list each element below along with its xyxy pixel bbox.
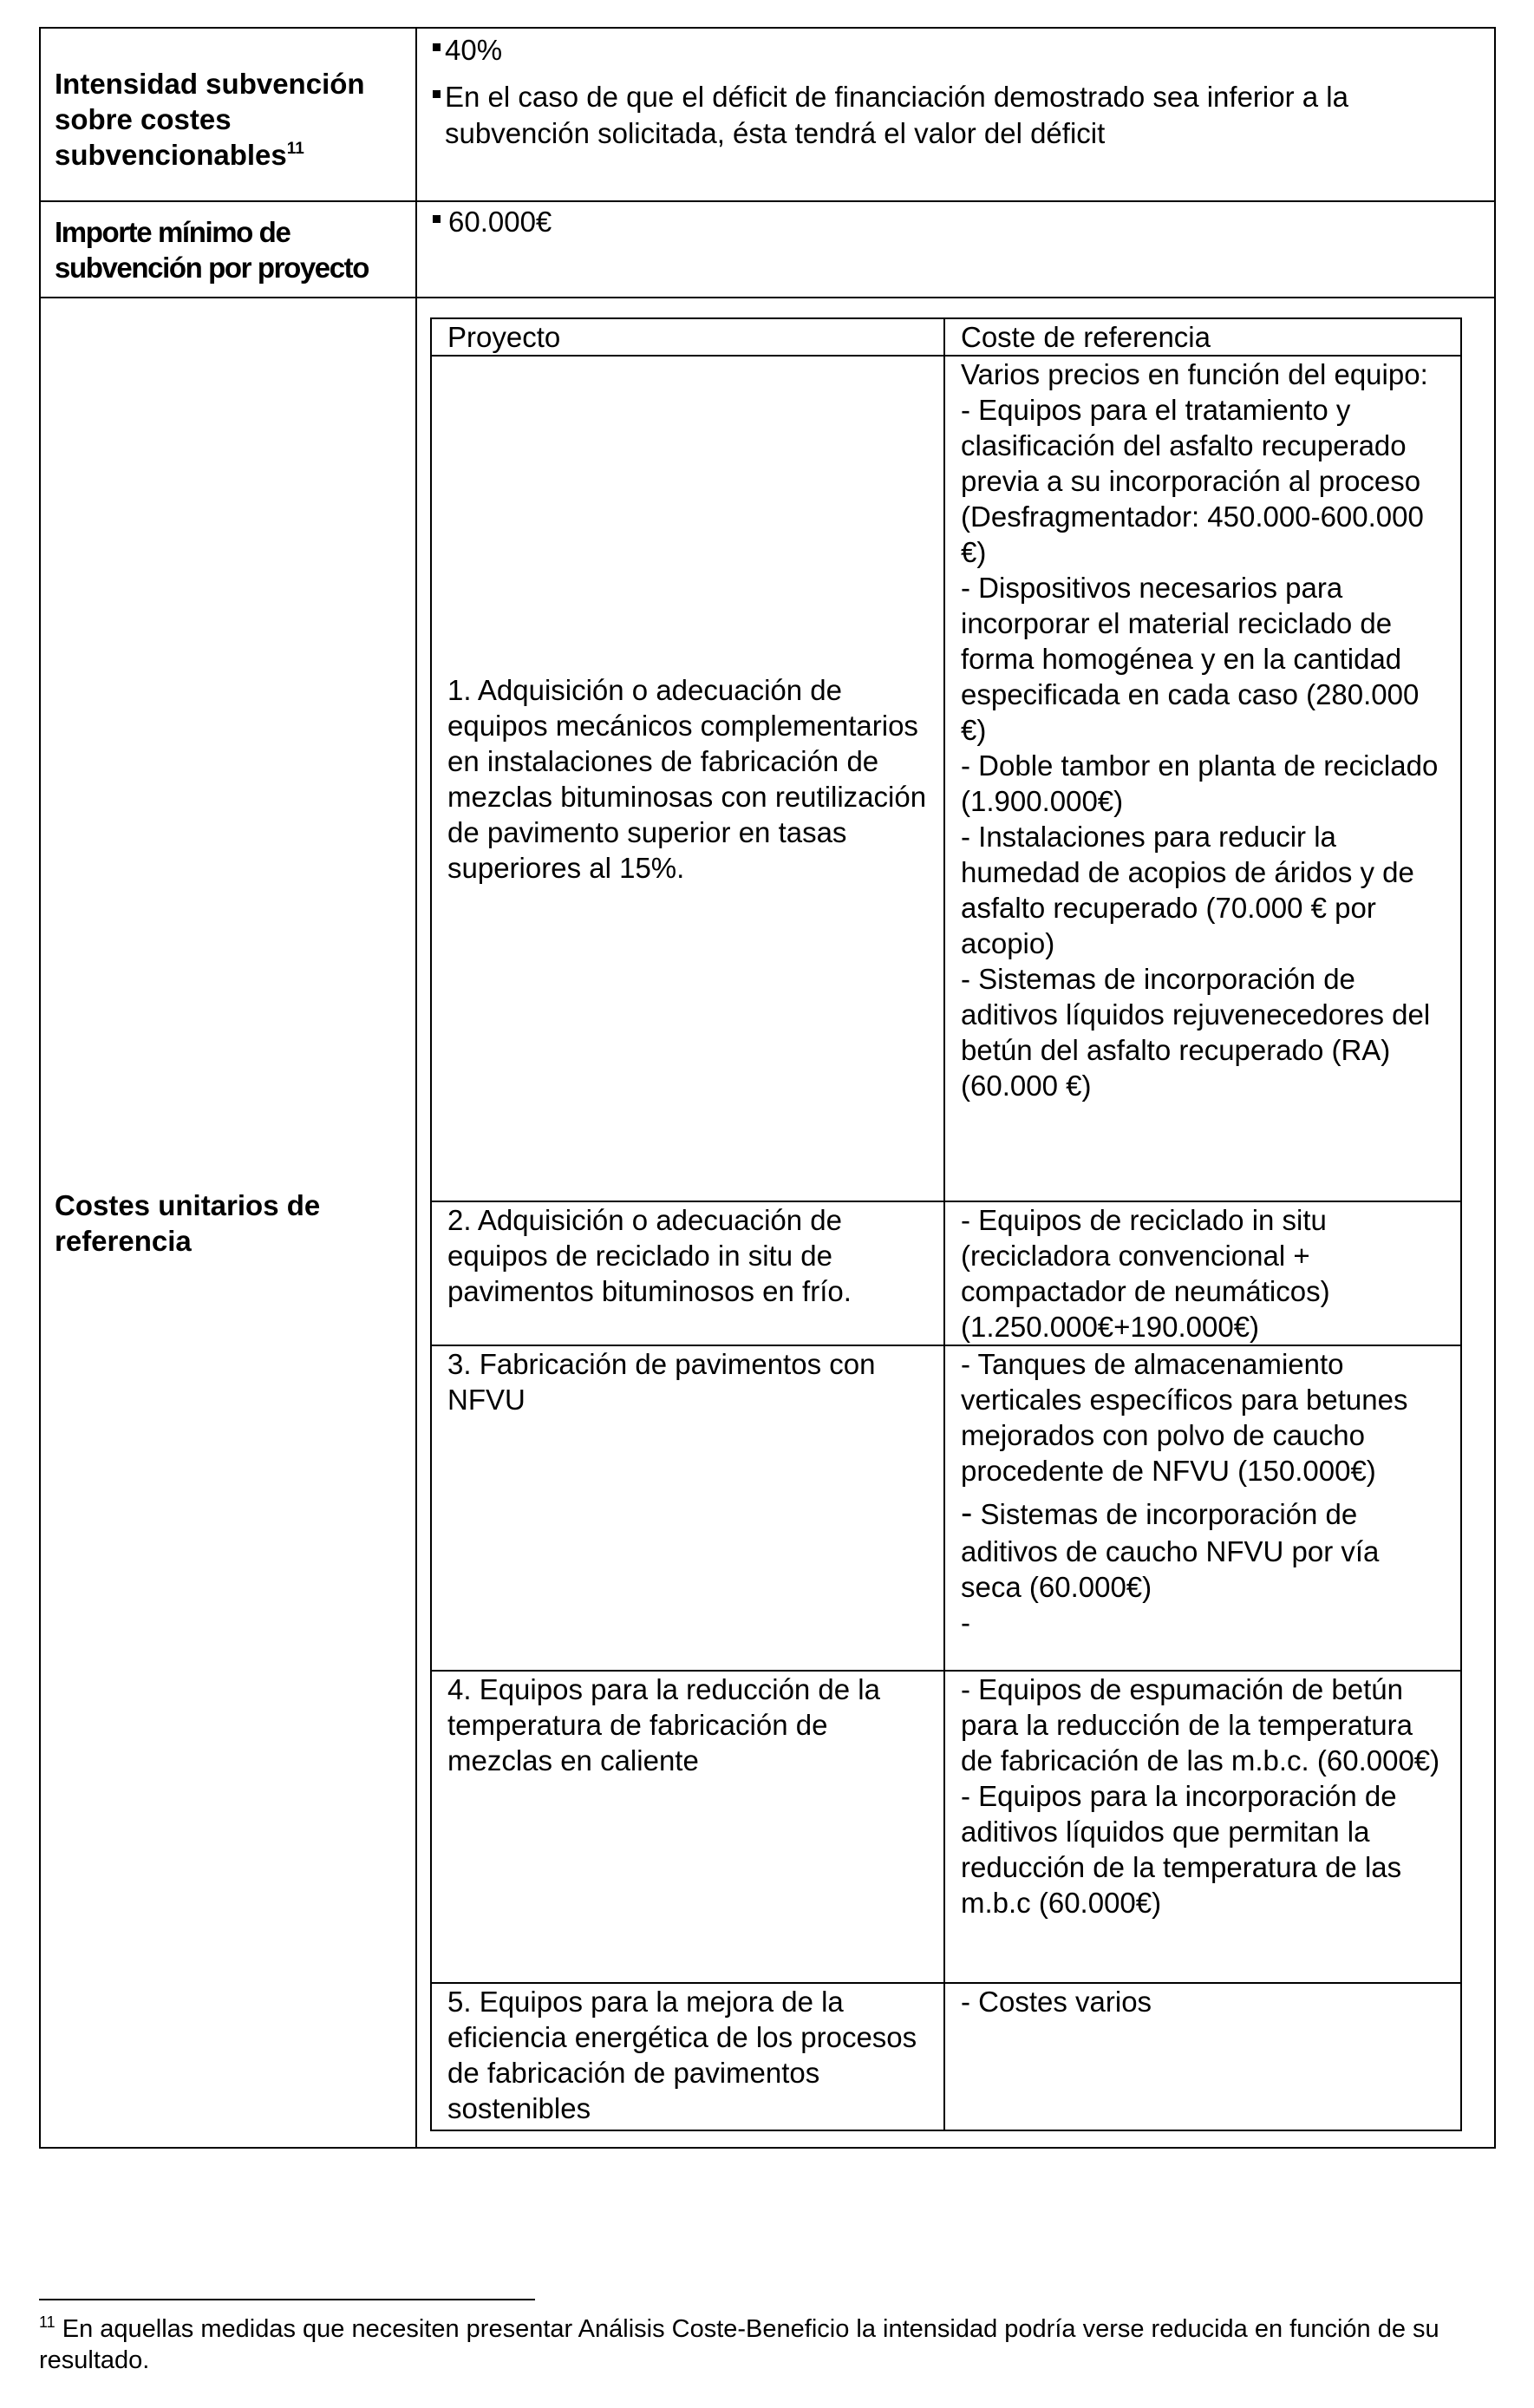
footnote-number: 11 <box>39 2313 55 2331</box>
value-cell <box>416 28 1495 201</box>
cost-cell <box>944 356 1461 1201</box>
bullet-item: En el caso de que el déficit de financiación demostrado sea inferior a la subvención solicitada, ésta tendrá el valor del déficit <box>417 79 1494 152</box>
header-cost: Coste de referencia <box>944 318 1461 356</box>
table-row <box>431 1671 1461 1983</box>
project-cell: 3. Fabricación de pavimentos con NFVU <box>431 1345 944 1671</box>
row-label: Importe mínimo de subvención por proyecto <box>55 215 369 284</box>
bullet-item: 40% <box>417 32 1494 69</box>
cost-line: - Dispositivos necesarios para incorporar el material reciclado de forma homogénea y en la cantidad especificada en cada caso (280.000 €) <box>961 572 1420 746</box>
reference-costs-table <box>430 317 1462 2131</box>
conditions-table <box>39 27 1496 2149</box>
project-cell: 1. Adquisición o adecuación de equipos mecánicos complementarios en instalaciones de fabricación de mezclas bituminosas con reutilización de pavimento superior en tasas superiores al 15%. <box>431 356 944 1201</box>
cost-cell <box>944 1345 1461 1671</box>
cost-line: Varios precios en función del equipo: <box>961 358 1428 390</box>
footnote <box>39 2313 1496 2376</box>
table-row <box>431 356 1461 1201</box>
dash-marker: - <box>961 1494 973 1532</box>
row-importe <box>40 201 1495 298</box>
table-row <box>431 1345 1461 1671</box>
cost-line: - Tanques de almacenamiento verticales específicos para betunes mejorados con polvo de caucho procedente de NFVU (150.000€) <box>961 1348 1408 1487</box>
bullet-item: 60.000€ <box>417 204 1494 240</box>
row-intensidad <box>40 28 1495 201</box>
row-costes <box>40 298 1495 2148</box>
cost-line: - Costes varios <box>961 1986 1152 2018</box>
footnote-separator <box>39 2299 535 2300</box>
row-label: Costes unitarios de referencia <box>55 1188 321 1257</box>
cost-cell <box>944 1983 1461 2130</box>
cost-line: - <box>961 1606 970 1639</box>
header-row <box>431 318 1461 356</box>
cost-cell <box>944 1201 1461 1345</box>
footnote-text: En aquellas medidas que necesiten presentar Análisis Coste-Beneficio la intensidad podría verse reducida en función de su resultado. <box>39 2315 1439 2374</box>
cost-line: - Sistemas de incorporación de aditivos de caucho NFVU por vía seca (60.000€) <box>961 1494 1380 1603</box>
table-row <box>431 1201 1461 1345</box>
label-cell <box>40 298 416 2148</box>
value-cell <box>416 298 1495 2148</box>
cost-line: - Doble tambor en planta de reciclado (1.900.000€) <box>961 749 1439 817</box>
label-cell <box>40 201 416 298</box>
project-cell: 4. Equipos para la reducción de la temperatura de fabricación de mezclas en caliente <box>431 1671 944 1983</box>
cost-cell <box>944 1671 1461 1983</box>
row-label: Intensidad subvención sobre costes subvencionables$^{11}$ <box>55 67 365 171</box>
cost-line: - Instalaciones para reducir la humedad de acopios de áridos y de asfalto recuperado (70.000 € por acopio) <box>961 821 1414 959</box>
cost-line: - Equipos para la incorporación de aditivos líquidos que permitan la reducción de la temperatura de las m.b.c (60.000€) <box>961 1780 1402 1919</box>
table-row <box>431 1983 1461 2130</box>
cost-line: - Equipos para el tratamiento y clasificación del asfalto recuperado previa a su incorporación al proceso (Desfragmentador: 450.000-600.000 €) <box>961 394 1424 568</box>
header-project: Proyecto <box>431 318 944 356</box>
cost-line: - Equipos de reciclado in situ (recicladora convencional + compactador de neumáticos) (1.250.000€+190.000€) <box>961 1204 1330 1343</box>
project-cell: 2. Adquisición o adecuación de equipos de reciclado in situ de pavimentos bituminosos en frío. <box>431 1201 944 1345</box>
project-cell: 5. Equipos para la mejora de la eficiencia energética de los procesos de fabricación de pavimentos sostenibles <box>431 1983 944 2130</box>
label-cell <box>40 28 416 201</box>
cost-line: - Equipos de espumación de betún para la reducción de la temperatura de fabricación de las m.b.c. (60.000€) <box>961 1673 1440 1777</box>
bullet-list <box>417 29 1494 152</box>
value-cell <box>416 201 1495 298</box>
bullet-list <box>417 202 1494 240</box>
cost-line: - Sistemas de incorporación de aditivos líquidos rejuvenecedores del betún del asfalto recuperado (RA) (60.000 €) <box>961 963 1431 1102</box>
footnote-ref: 11 <box>286 139 304 158</box>
